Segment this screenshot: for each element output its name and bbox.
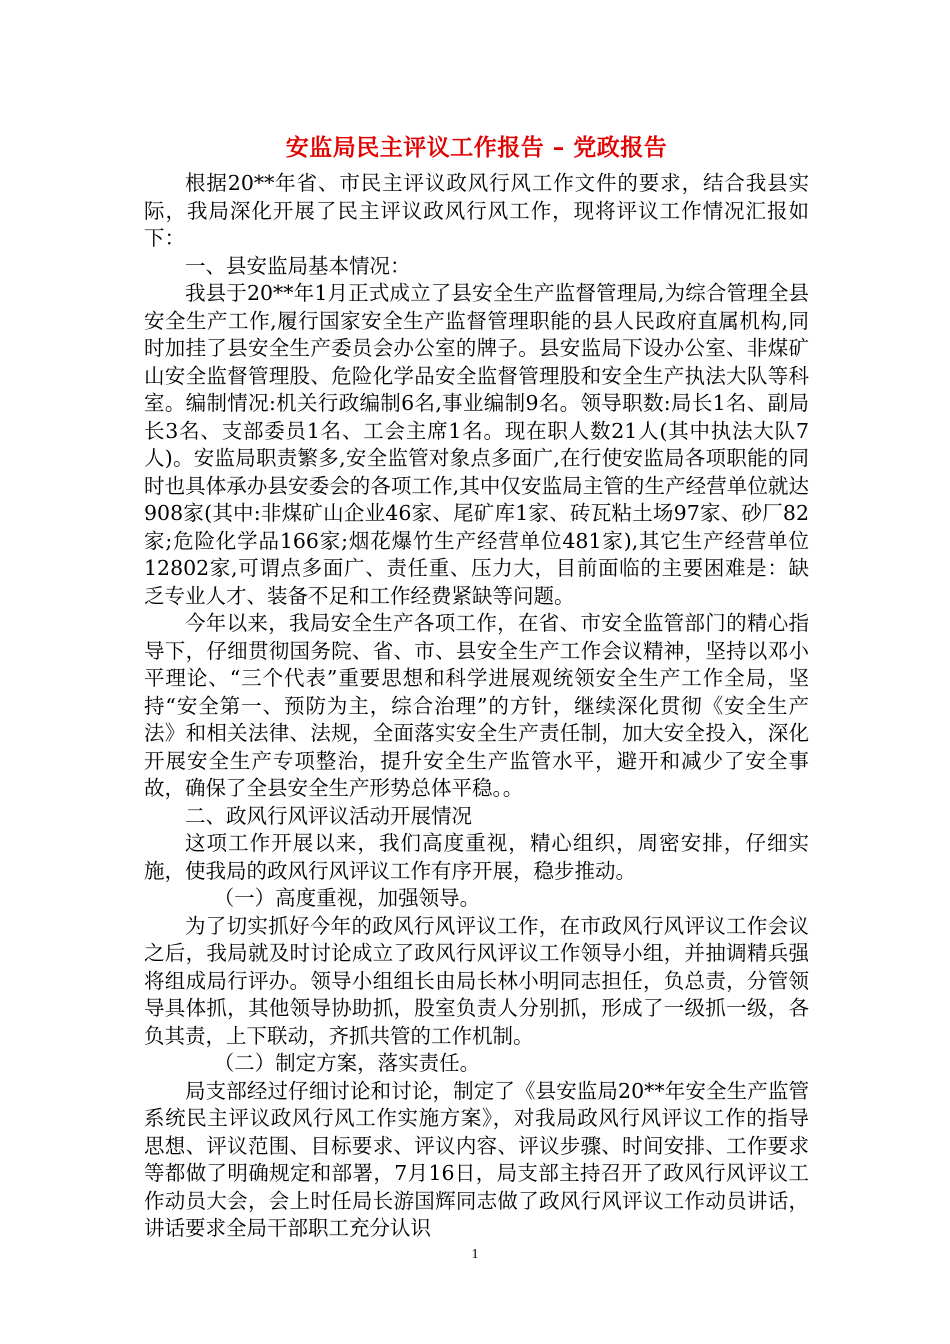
- section-heading-1: 一、县安监局基本情况：: [185, 253, 411, 278]
- paragraph-basic-info: 我县于20**年1月正式成立了县安全生产监督管理局,为综合管理全县安全生产工作,履行国家安全生产监督管理职能的县人民政府直属机构,同时加挂了县安全生产委员会办公室的牌子。县安监局下设办公室、非煤矿山安全监督管理股、危险化学品安全监督管理股和安全生产执法大队等科室。编制情况:机关行政编制6名,事业编制9名。领导职数:局长1名、副局长3名、支部委员1名、工会主席1名。现在职人数21人(其中执法大队7人)。安监局职责繁多,安全监管对象点多面广,在行使安监局各项职能的同时也具体承办县安委会的各项工作,其中仅安监局主管的生产经营单位就达908家(其中:非煤矿山企业46家、尾矿库1家、砖瓦粘土场97家、砂厂82家;危险化学品166家;烟花爆竹生产经营单位481家),其它生产经营单位12802家,可谓点多面广、责任重、压力大，目前面临的主要困难是：缺乏专业人才、装备不足和工作经费紧缺等问题。: [144, 281, 809, 608]
- page-number: 1: [471, 1247, 479, 1262]
- paragraph-work-overview: 今年以来，我局安全生产各项工作，在省、市安全监管部门的精心指导下，仔细贯彻国务院、省、市、县安全生产工作会议精神，坚持以邓小平理论、“三个代表”重要思想和科学进展观统领安全生产工作全局，坚持“安全第一、预防为主，综合治理”的方针，继续深化贯彻《安全生产法》和相关法律、法规，全面落实安全生产责任制，加大安全投入，深化开展安全生产专项整治，提升安全生产监管水平，避开和减少了安全事故，确保了全县安全生产形势总体平稳。。: [144, 611, 809, 800]
- section-heading-2: 二、政风行风评议活动开展情况: [185, 803, 472, 828]
- document-title: 安监局民主评议工作报告 – 党政报告: [285, 134, 668, 161]
- subheading-2: （二）制定方案，落实责任。: [213, 1051, 481, 1075]
- paragraph-plan: 局支部经过仔细讨论和讨论，制定了《县安监局20**年安全生产监管系统民主评议政风行风工作实施方案》，对我局政风行风评议工作的指导思想、评议范围、目标要求、评议内容、评议步骤、时间安排、工作要求等都做了明确规定和部署，7月16日，局支部主持召开了政风行风评议工作动员大会，会上时任局长游国辉同志做了政风行风评议工作动员讲话，讲话要求全局干部职工充分认识: [144, 1078, 809, 1240]
- document-page: [144, 132, 809, 1243]
- paragraph-intro: 根据20**年省、市民主评议政风行风工作文件的要求，结合我县实际，我局深化开展了民主评议政风行风工作，现将评议工作情况汇报如下：: [144, 171, 809, 250]
- paragraph-activity-intro: 这项工作开展以来，我们高度重视，精心组织，周密安排，仔细实施，使我局的政风行风评议工作有序开展，稳步推动。: [144, 831, 809, 883]
- subheading-1: （一）高度重视，加强领导。: [213, 886, 481, 910]
- paragraph-leadership: 为了切实抓好今年的政风行风评议工作，在市政风行风评议工作会议之后，我局就及时讨论成立了政风行风评议工作领导小组，并抽调精兵强将组成局行评办。领导小组组长由局长林小明同志担任，负总责，分管领导具体抓，其他领导协助抓，股室负责人分别抓，形成了一级抓一级，各负其责，上下联动，齐抓共管的工作机制。: [144, 913, 809, 1048]
